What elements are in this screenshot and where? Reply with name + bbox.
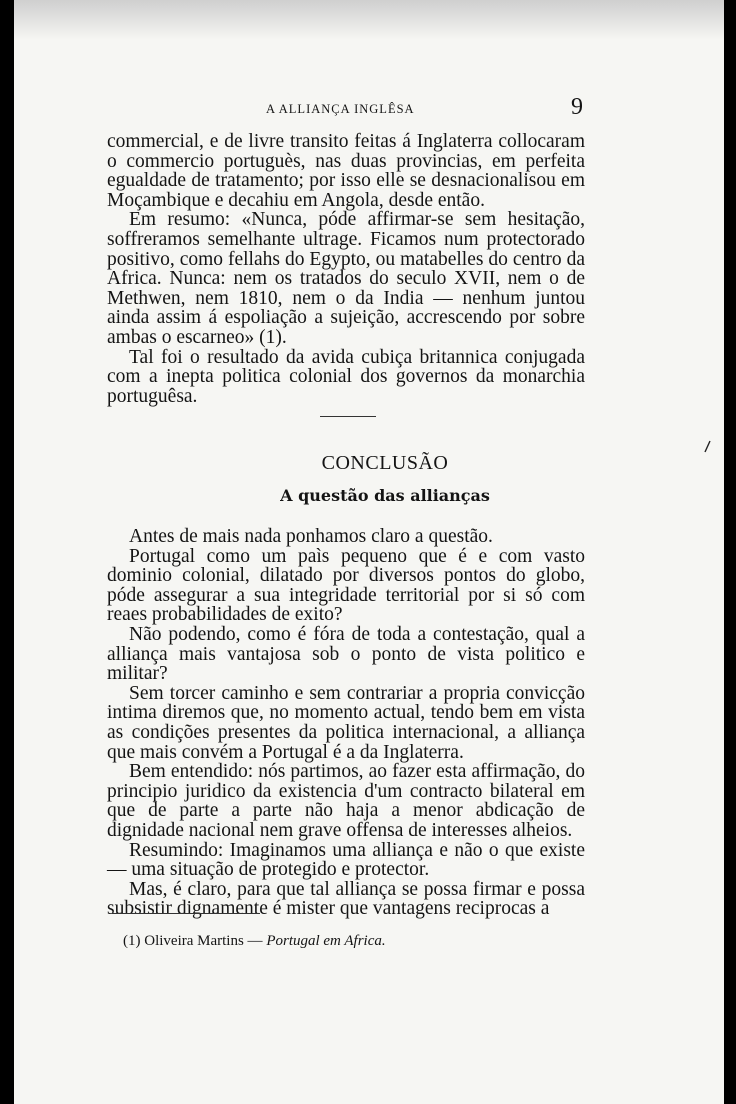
book-page <box>14 0 724 1104</box>
margin-mark-icon <box>702 440 712 454</box>
paragraph: commercial, e de livre transito feitas á Inglaterra collocaram o commercio portuguès, nas duas provincias, em perfeita egualdade de tratamento; por isso elle se desnacionalisou em Moçambique e decahiu em Angola, desde então. <box>107 131 585 211</box>
paragraph: Bem entendido: nós partimos, ao fazer esta affirmação, do principio juridico da existencia d'um contracto bilateral em que de parte a parte não haja a menor abdicação de dignidade nacional nem grave offensa de interesses alheios. <box>107 761 585 841</box>
footnote-divider <box>112 913 260 914</box>
body-text-top <box>107 132 585 406</box>
paragraph: Antes de mais nada ponhamos claro a questão. <box>129 526 493 547</box>
section-title: CONCLUSÃO <box>321 452 449 474</box>
running-title: A ALLIANÇA INGLÊSA <box>266 102 415 116</box>
paragraph: Tal foi o resultado da avida cubiça britannica conjugada com a inepta politica colonial dos governos da monarchia portuguêsa. <box>107 346 585 407</box>
footnote-author: Oliveira Martins — <box>144 933 263 949</box>
paragraph: Mas, é claro, para que tal alliança se possa firmar e possa subsistir dignamente é mister que vantagens reciprocas a <box>107 878 585 920</box>
section-divider <box>320 416 376 417</box>
paragraph: Em resumo: «Nunca, póde affirmar-se sem hesitação, soffreramos semelhante ultrage. Ficamos num protectorado positivo, como fellahs do Egypto, ou matabelles do centro da Africa. Nunca: nem os tratados do seculo XVII, nem o de Methwen, nem 1810, nem o da India — nenhum juntou ainda assim á espoliação a sujeição, accrescendo por sobre ambas o escarneo» (1). <box>107 209 585 348</box>
page-number: 9 <box>571 94 583 120</box>
paragraph: Sem torcer caminho e sem contrariar a propria convicção intima diremos que, no momento actual, tendo bem em vista as condições presentes da politica internacional, a alliança que mais convém a Portugal é a da Inglaterra. <box>107 682 585 763</box>
section-subtitle: A questão das allianças <box>280 486 490 505</box>
paragraph: Não podendo, como é fóra de toda a contestação, qual a alliança mais vantajosa sob o ponto de vista politico e militar? <box>107 623 585 685</box>
body-text-bottom <box>107 527 585 919</box>
paragraph: Resumindo: Imaginamos uma alliança e não o que existe — uma situação de protegido e protector. <box>107 839 585 881</box>
footnote-marker: (1) <box>123 933 141 949</box>
footnote <box>123 933 386 950</box>
paragraph: Portugal como um paìs pequeno que é e com vasto dominio colonial, dilatado por diversos pontos do globo, póde assegurar a sua integridade territorial por si só com reaes probabilidades de exito? <box>107 545 585 626</box>
footnote-work: Portugal em Africa. <box>266 933 386 949</box>
